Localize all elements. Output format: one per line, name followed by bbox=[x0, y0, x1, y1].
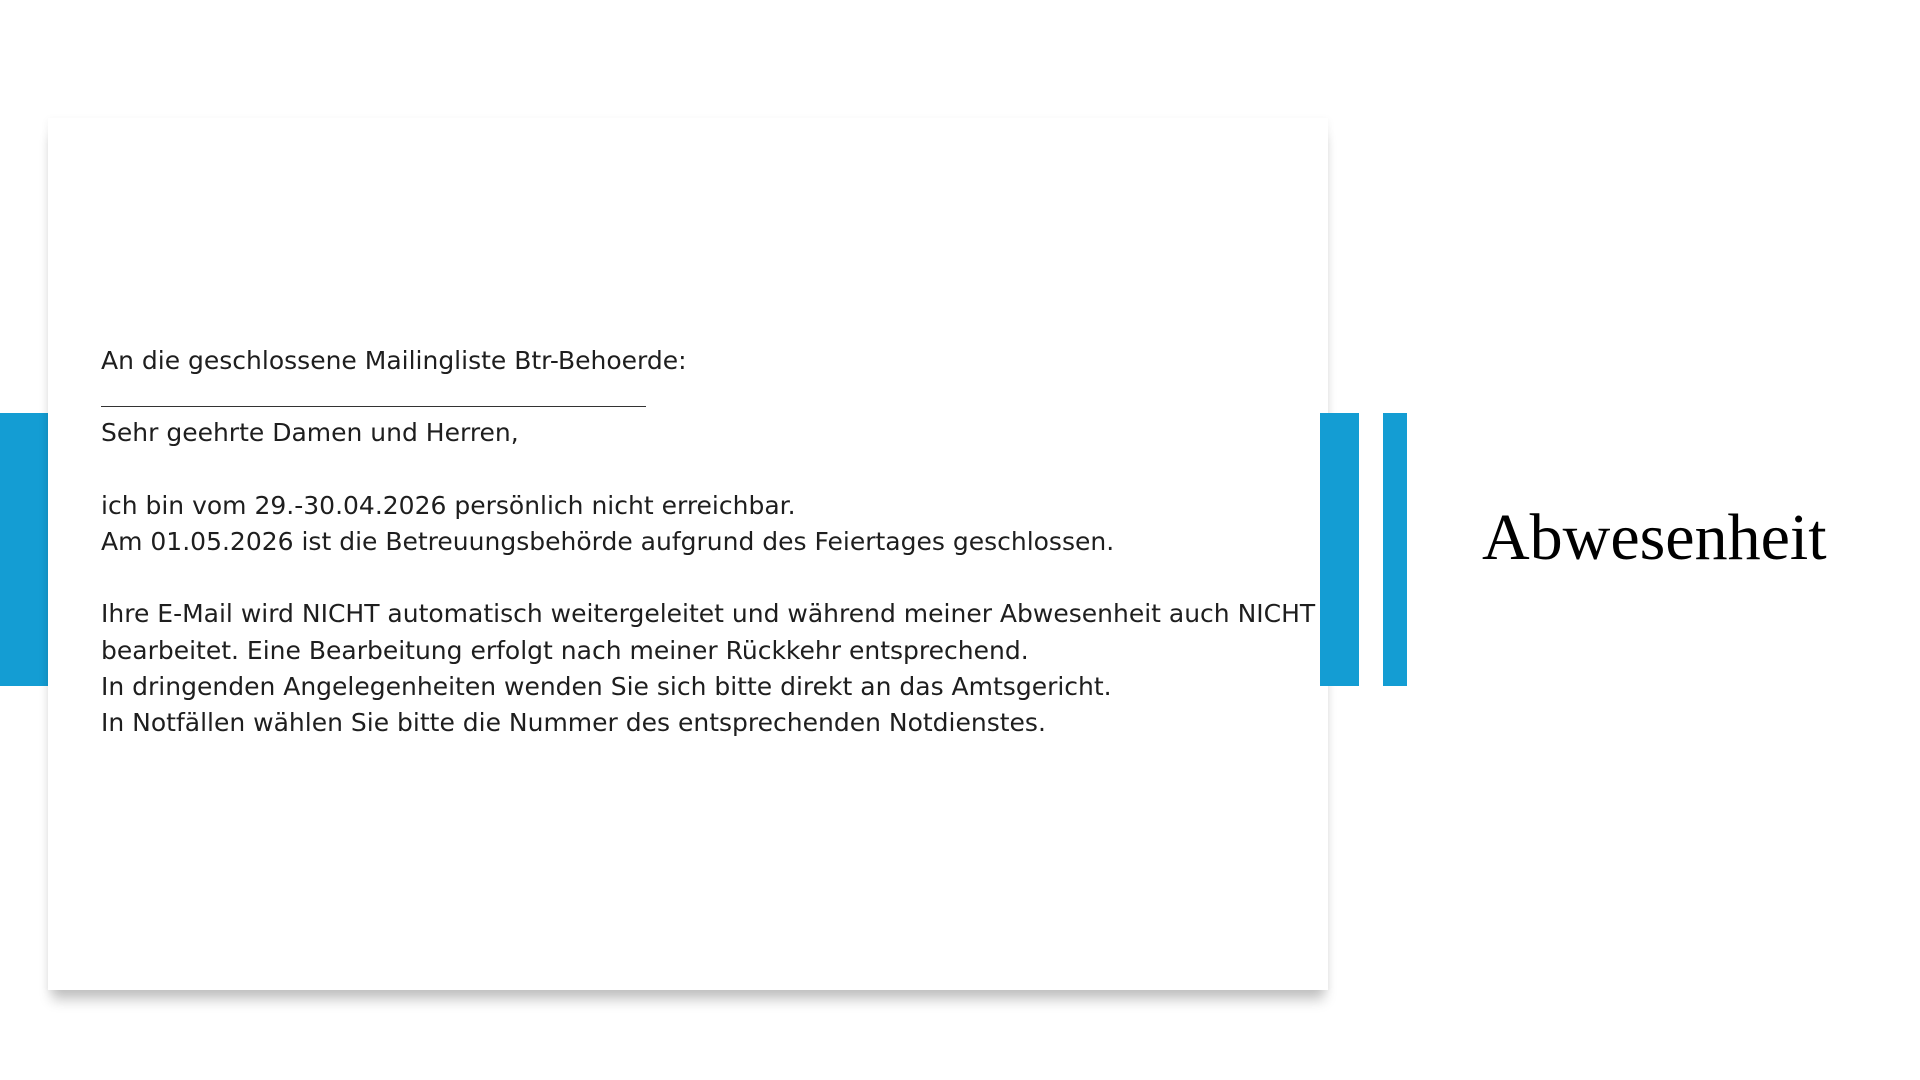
recipient-line: An die geschlossene Mailingliste Btr-Behoerde: bbox=[101, 346, 687, 375]
urgent-notice: In dringenden Angelegenheiten wenden Sie sich bitte direkt an das Amtsgericht. bbox=[101, 671, 1112, 701]
slide-title: Abwesenheit bbox=[1482, 501, 1827, 574]
forwarding-notice: Ihre E-Mail wird NICHT automatisch weitergeleitet und während meiner Abwesenheit auch NICHT bbox=[101, 599, 1316, 629]
processing-notice: bearbeitet. Eine Bearbeitung erfolgt nach meiner Rückkehr entsprechend. bbox=[101, 635, 1029, 665]
accent-bar-middle bbox=[1320, 413, 1359, 686]
accent-bar-right bbox=[1383, 413, 1407, 686]
emergency-notice: In Notfällen wählen Sie bitte die Nummer des entsprechenden Notdienstes. bbox=[101, 707, 1046, 737]
blank-line bbox=[101, 560, 1301, 596]
accent-bar-left bbox=[0, 413, 54, 686]
salutation: Sehr geehrte Damen und Herren, bbox=[101, 418, 519, 448]
letter-card bbox=[48, 118, 1328, 990]
letter-text bbox=[101, 343, 1316, 741]
blank-line bbox=[101, 452, 1301, 488]
absence-dates: ich bin vom 29.-30.04.2026 persönlich nicht erreichbar. bbox=[101, 490, 796, 520]
separator-rule bbox=[101, 379, 646, 415]
holiday-notice: Am 01.05.2026 ist die Betreuungsbehörde aufgrund des Feiertages geschlossen. bbox=[101, 526, 1115, 556]
